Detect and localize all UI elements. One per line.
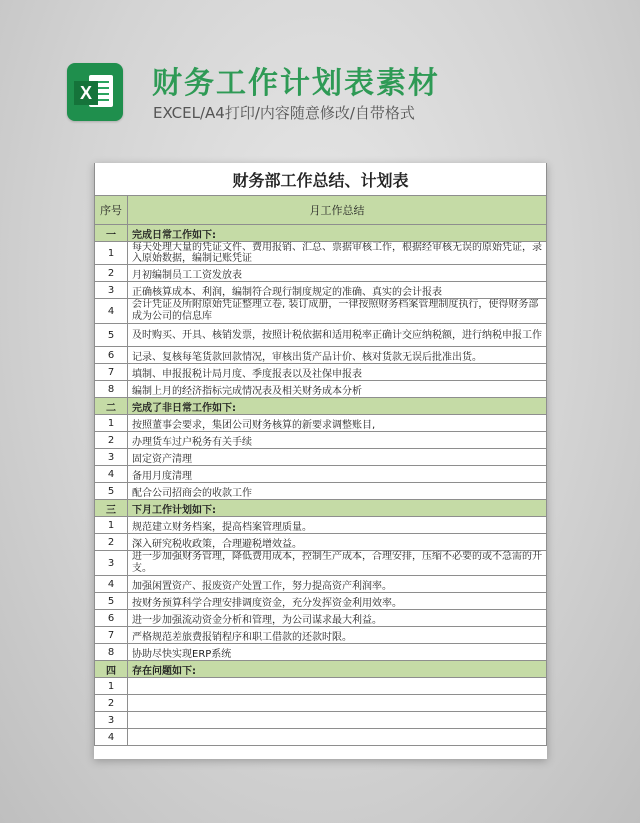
- spreadsheet-preview: [94, 163, 547, 759]
- section-label: 一: [95, 225, 128, 242]
- row-number: 3: [95, 282, 128, 299]
- sheet-title: 财务部工作总结、计划表: [95, 163, 547, 196]
- row-number: 4: [95, 466, 128, 483]
- sheet-title-row: [95, 163, 547, 196]
- table-row: [95, 593, 547, 610]
- table-row: [95, 415, 547, 432]
- row-text: 填制、申报报税计局月度、季度报表以及社保申报表: [128, 364, 547, 381]
- table-row: [95, 712, 547, 729]
- row-number: 4: [95, 299, 128, 324]
- table-row: [95, 299, 547, 324]
- table-row: [95, 517, 547, 534]
- table-row: [95, 466, 547, 483]
- section-label: 三: [95, 500, 128, 517]
- table-row: [95, 449, 547, 466]
- table-row: [95, 483, 547, 500]
- row-number: 8: [95, 644, 128, 661]
- row-number: 8: [95, 381, 128, 398]
- row-text: [128, 729, 547, 746]
- row-text: [128, 678, 547, 695]
- row-number: 3: [95, 449, 128, 466]
- table-row: [95, 282, 547, 299]
- section-title: 完成日常工作如下:: [128, 225, 547, 242]
- row-text: 月初编制员工工资发放表: [128, 265, 547, 282]
- row-number: 7: [95, 627, 128, 644]
- row-number: 1: [95, 415, 128, 432]
- section-row: [95, 661, 547, 678]
- section-row: [95, 500, 547, 517]
- table-row: [95, 265, 547, 282]
- row-number: 3: [95, 712, 128, 729]
- column-header-row: [95, 196, 547, 225]
- section-label: 四: [95, 661, 128, 678]
- row-text: 规范建立财务档案，提高档案管理质量。: [128, 517, 547, 534]
- row-text: 记录、复核每笔货款回款情况，审核出货产品计价、核对货款无误后批准出货。: [128, 347, 547, 364]
- row-text: 会计凭证及所附原始凭证整理立卷, 装订成册，一律按照财务档案管理制度执行，使得财务部成为公司的信息库: [128, 299, 547, 324]
- table-row: [95, 627, 547, 644]
- row-number: 5: [95, 483, 128, 500]
- work-plan-table: [94, 163, 547, 746]
- row-number: 5: [95, 593, 128, 610]
- table-row: [95, 324, 547, 347]
- row-text: 加强闲置资产、报废资产处置工作，努力提高资产利润率。: [128, 576, 547, 593]
- row-number: 7: [95, 364, 128, 381]
- excel-x-badge: X: [74, 81, 98, 105]
- table-row: [95, 432, 547, 449]
- table-row: [95, 551, 547, 576]
- row-text: 严格规范差旅费报销程序和职工借款的还款时限。: [128, 627, 547, 644]
- row-number: 6: [95, 347, 128, 364]
- table-row: [95, 729, 547, 746]
- row-number: 2: [95, 265, 128, 282]
- row-number: 2: [95, 695, 128, 712]
- row-number: 6: [95, 610, 128, 627]
- table-row: [95, 695, 547, 712]
- row-text: 办理货车过户税务有关手续: [128, 432, 547, 449]
- row-text: 进一步加强财务管理，降低费用成本，控制生产成本，合理安排，压缩不必要的或不急需的开支。: [128, 551, 547, 576]
- table-row: [95, 644, 547, 661]
- row-number: 3: [95, 551, 128, 576]
- row-text: 备用月度清理: [128, 466, 547, 483]
- row-text: 按照董事会要求，集团公司财务核算的新要求调整账目,: [128, 415, 547, 432]
- section-title: 下月工作计划如下:: [128, 500, 547, 517]
- row-text: 进一步加强流动资金分析和管理，为公司谋求最大利益。: [128, 610, 547, 627]
- section-label: 二: [95, 398, 128, 415]
- column-header-no: 序号: [95, 196, 128, 225]
- section-row: [95, 225, 547, 242]
- row-text: 配合公司招商会的收款工作: [128, 483, 547, 500]
- row-text: 正确核算成本、利润，编制符合现行制度规定的准确、真实的会计报表: [128, 282, 547, 299]
- header: [0, 0, 640, 150]
- section-title: 完成了非日常工作如下:: [128, 398, 547, 415]
- row-number: 4: [95, 729, 128, 746]
- row-text: 编制上月的经济指标完成情况表及相关财务成本分析: [128, 381, 547, 398]
- table-row: [95, 347, 547, 364]
- row-number: 2: [95, 534, 128, 551]
- row-text: 每天处理大量的凭证文件、费用报销、汇总、票据审核工作，根据经审核无误的原始凭证，录入原始数据，编制记账凭证: [128, 242, 547, 265]
- column-header-summary: 月工作总结: [128, 196, 547, 225]
- row-text: [128, 695, 547, 712]
- page-subtitle: EXCEL/A4打印/内容随意修改/自带格式: [153, 104, 415, 122]
- page-title: 财务工作计划表素材: [152, 66, 440, 101]
- row-number: 5: [95, 324, 128, 347]
- section-row: [95, 398, 547, 415]
- row-text: 按财务预算科学合理安排调度资金，充分发挥资金利用效率。: [128, 593, 547, 610]
- row-number: 4: [95, 576, 128, 593]
- table-row: [95, 610, 547, 627]
- table-row: [95, 381, 547, 398]
- row-number: 2: [95, 432, 128, 449]
- row-text: 及时购买、开具、核销发票，按照计税依据和适用税率正确计交应纳税额，进行纳税申报工作: [128, 324, 547, 347]
- row-number: 1: [95, 678, 128, 695]
- table-row: [95, 364, 547, 381]
- row-text: 固定资产清理: [128, 449, 547, 466]
- section-title: 存在问题如下:: [128, 661, 547, 678]
- row-number: 1: [95, 242, 128, 265]
- row-text: 协助尽快实现ERP系统: [128, 644, 547, 661]
- row-number: 1: [95, 517, 128, 534]
- table-row: [95, 678, 547, 695]
- row-text: [128, 712, 547, 729]
- excel-icon: [67, 63, 123, 121]
- table-row: [95, 242, 547, 265]
- table-row: [95, 576, 547, 593]
- row-text: 深入研究税收政策，合理避税增效益。: [128, 534, 547, 551]
- table-row: [95, 534, 547, 551]
